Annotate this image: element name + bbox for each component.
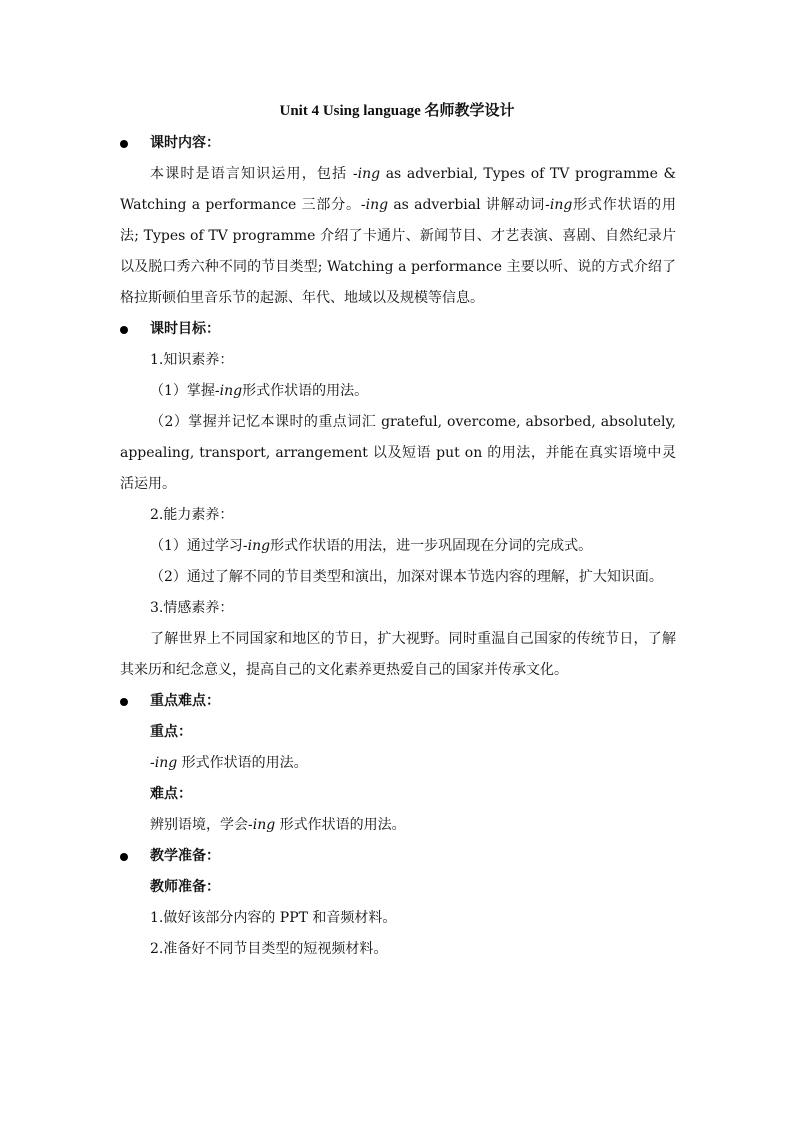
emotion-label: 3.情感素养： (150, 600, 234, 616)
emotion-text: 了解世界上不同国家和地区的节日，扩大视野。同时重温自己国家的传统节日，了解其来历和纪念意义，提高自己的文化素养更热爱自己的国家并传承文化。 (120, 631, 676, 678)
focus-label: 重点： (150, 724, 192, 740)
section-heading-content: 课时内容： (120, 128, 676, 159)
section-heading-preparation: 教学准备： (120, 841, 676, 872)
difficulty-text: 辨别语境，学会-ing 形式作状语的用法。 (150, 817, 406, 833)
knowledge-label: 1.知识素养： (150, 352, 234, 368)
prep-item-1: 1.做好该部分内容的 PPT 和音频材料。 (150, 910, 397, 926)
bullet-icon (120, 853, 128, 861)
ability-item-1: （1）通过学习-ing形式作状语的用法，进一步巩固现在分词的完成式。 (150, 538, 593, 554)
section-heading-keypoints: 重点难点： (120, 686, 676, 717)
bullet-icon (120, 326, 128, 334)
focus-text: -ing 形式作状语的用法。 (150, 755, 308, 771)
knowledge-item-1: （1）掌握-ing形式作状语的用法。 (150, 383, 369, 399)
ability-label: 2.能力素养： (150, 507, 234, 523)
difficulty-label: 难点： (150, 786, 192, 802)
section-heading-goals: 课时目标： (120, 314, 676, 345)
knowledge-item-2: （2）掌握并记忆本课时的重点词汇 grateful, overcome, absorbed, absolutely, appealing, transport, arrangement 以及短语 put on 的用法，并能在真实语境中灵活运用。 (120, 414, 676, 492)
bullet-icon (120, 140, 128, 148)
page-title: Unit 4 Using language 名师教学设计 (279, 103, 515, 119)
teacher-prep-label: 教师准备： (150, 879, 220, 895)
ability-item-2: （2）通过了解不同的节目类型和演出，加深对课本节选内容的理解，扩大知识面。 (150, 569, 663, 585)
prep-item-2: 2.准备好不同节目类型的短视频材料。 (150, 941, 388, 957)
bullet-icon (120, 698, 128, 706)
document-body (120, 128, 676, 965)
content-paragraph: 本课时是语言知识运用，包括 -ing as adverbial, Types of TV programme & Watching a performance 三部分。-ing as adverbial 讲解动词-ing形式作状语的用法; Types of TV programme 介绍了卡通片、新闻节目、才艺表演、喜剧、自然纪录片以及脱口秀六种不同的节目类型; Watching a performance 主要以听、说的方式介绍了格拉斯顿伯里音乐节的起源、年代、地域以及规模等信息。 (120, 166, 677, 306)
